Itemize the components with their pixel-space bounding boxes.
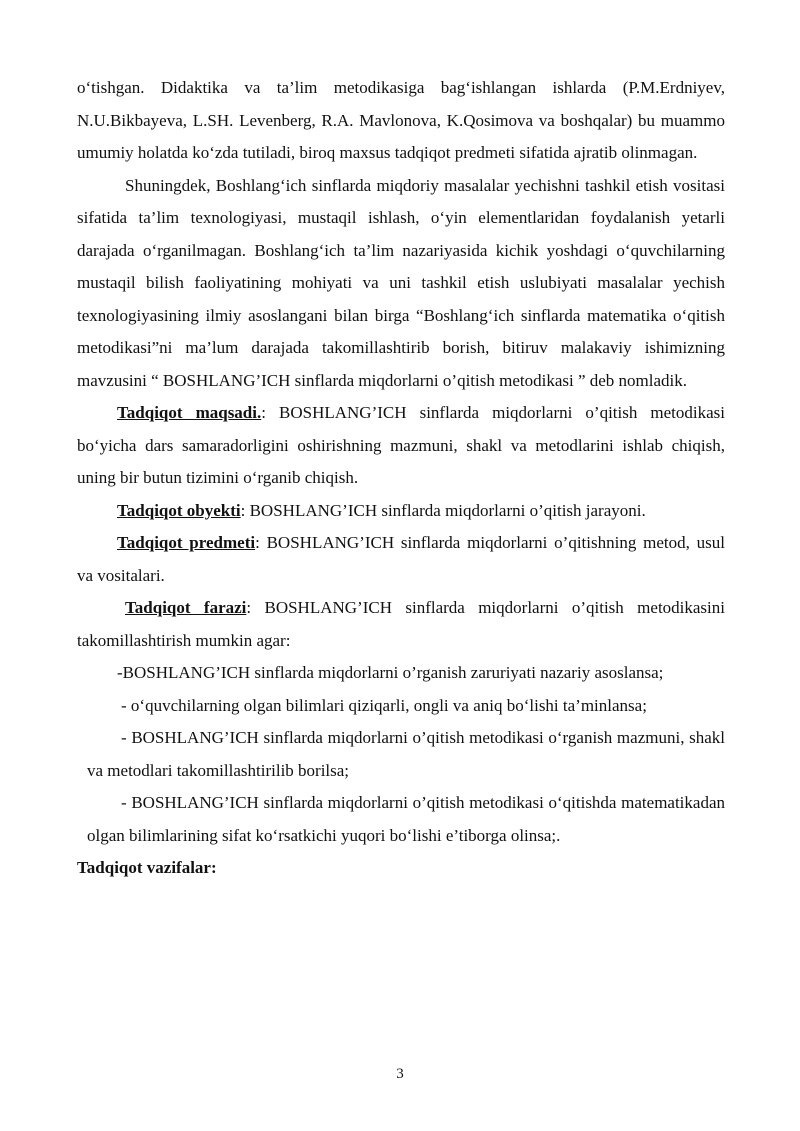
body-text bbox=[77, 72, 725, 885]
paragraph-intro: o‘tishgan. Didaktika va ta’lim metodikasiga bag‘ishlangan ishlarda (P.M.Erdniyev, N.U.Bikbayeva, L.SH. Levenberg, R.A. Mavlonova, K.Qosimova va boshqalar) bu muammo umumiy holatda ko‘zda tutiladi, biroq maxsus tadqiqot predmeti sifatida ajratib olinmagan. bbox=[77, 78, 725, 162]
predmet-text: : BOSHLANG’ICH sinflarda miqdorlarni o’qitishning metod, usul va vositalari. bbox=[77, 533, 725, 585]
faraz-label: Tadqiqot farazi bbox=[125, 598, 247, 617]
heading-vazifalar: Tadqiqot vazifalar: bbox=[77, 858, 217, 877]
list-item: - BOSHLANG’ICH sinflarda miqdorlarni o’qitish metodikasi o‘rganish mazmuni, shakl va metodlari takomillashtirilib borilsa; bbox=[87, 728, 725, 780]
paragraph-predmet bbox=[77, 527, 725, 592]
faraz-text: : BOSHLANG’ICH sinflarda miqdorlarni o’qitish metodikasini takomillashtirish mumkin agar: bbox=[77, 598, 725, 650]
paragraph-shuningdek: Shuningdek, Boshlang‘ich sinflarda miqdoriy masalalar yechishni tashkil etish vositasi sifatida ta’lim texnologiyasi, mustaqil ishlash, o‘yin elementlaridan foydalanish yetarli darajada o‘rganilmagan. Boshlang‘ich ta’lim nazariyasida kichik yoshdagi o‘quvchilarning mustaqil bilish faoliyatining mohiyati va uni tashkil etish uslubiyati masalalar yechish texnologiyasining ilmiy asoslangani bilan birga “Boshlang‘ich sinflarda matematika o‘qitish metodikasi”ni ma’lum darajada takomillashtirib borish, bitiruv malakaviy ishimizning mavzusini “ BOSHLANG’ICH sinflarda miqdorlarni o’qitish metodikasi ” deb nomladik. bbox=[77, 175, 725, 390]
paragraph-faraz bbox=[77, 592, 725, 657]
obyekt-text: : BOSHLANG’ICH sinflarda miqdorlarni o’qitish jarayoni. bbox=[240, 500, 646, 520]
list-item: -BOSHLANG’ICH sinflarda miqdorlarni o’rganish zaruriyati nazariy asoslansa; bbox=[117, 663, 664, 682]
paragraph-maqsad bbox=[77, 397, 725, 495]
paragraph-obyekt bbox=[77, 495, 725, 528]
list-item: - BOSHLANG’ICH sinflarda miqdorlarni o’qitish metodikasi o‘qitishda matematikadan olgan bilimlarining sifat ko‘rsatkichi yuqori bo‘lishi e’tiborga olinsa;. bbox=[87, 793, 725, 845]
list-item: - o‘quvchilarning olgan bilimlari qiziqarli, ongli va aniq bo‘lishi ta’minlansa; bbox=[121, 695, 647, 715]
obyekt-label: Tadqiqot obyekti bbox=[117, 500, 241, 520]
predmet-label: Tadqiqot predmeti bbox=[117, 533, 256, 552]
page-number: 3 bbox=[396, 1066, 404, 1082]
maqsad-text: : BOSHLANG’ICH sinflarda miqdorlarni o’qitish metodikasi bo‘yicha dars samaradorligini oshirishning mazmuni, shakl va metodlarini ishlab chiqish, uning bir butun tizimini o‘rganib chiqish. bbox=[77, 403, 726, 487]
maqsad-label: Tadqiqot maqsadi. bbox=[117, 403, 262, 422]
